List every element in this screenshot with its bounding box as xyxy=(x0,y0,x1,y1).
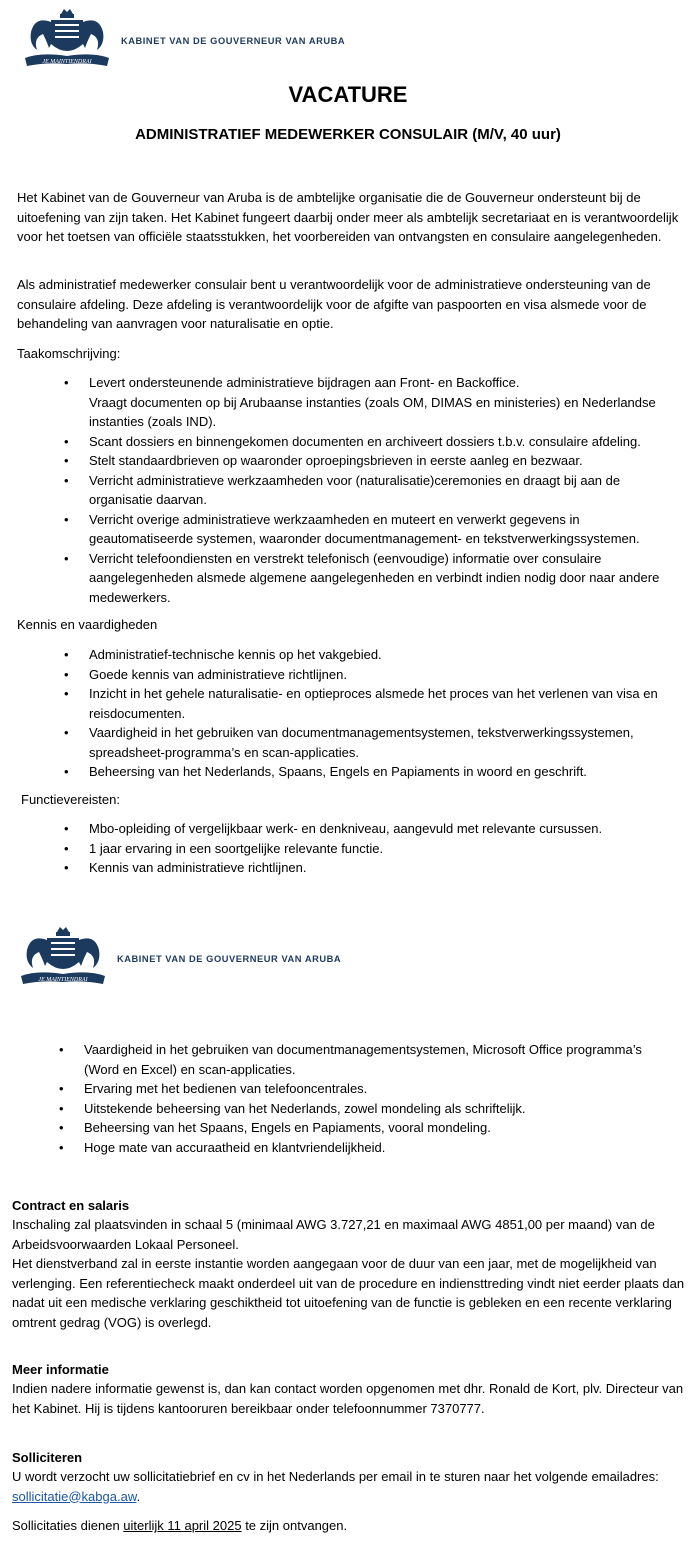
list-item: • Administratief-technische kennis op het vakgebied. xyxy=(64,645,664,665)
intro-paragraph-1: Het Kabinet van de Gouverneur van Aruba is de ambtelijke organisatie die de Gouverneur ondersteunt bij de uitoefening van zijn taken. Het Kabinet fungeert daarbij onder meer als ambtelijk secretariaat en is verantwoordelijk voor het toetsen van officiële staatsstukken, het voorbereiden van ontvangsten en consulaire aangelegenheden. xyxy=(17,190,679,244)
functievereisten-label: Functievereisten: xyxy=(21,792,120,807)
list-item: • Vaardigheid in het gebruiken van documentmanagementsystemen, Microsoft Office programma’s (Word en Excel) en scan-applicaties. xyxy=(59,1040,659,1079)
svg-text:JE MAINTIENDRAI: JE MAINTIENDRAI xyxy=(42,59,92,65)
extra-requirements-list xyxy=(59,1040,659,1157)
list-item: • Goede kennis van administratieve richtlijnen. xyxy=(64,665,664,685)
email-link[interactable]: sollicitatie@kabga.aw xyxy=(12,1488,137,1504)
organization-name: KABINET VAN DE GOUVERNEUR VAN ARUBA xyxy=(117,954,342,964)
header-logo-page-2 xyxy=(17,926,341,992)
list-item: • Hoge mate van accuraatheid en klantvriendelijkheid. xyxy=(59,1138,659,1158)
list-item: • Verricht telefoondiensten en verstrekt telefonisch (eenvoudige) informatie over consulaire aangelegenheden alsmede algemene aangelegenheden en verbindt indien nodig door naar andere medewerkers. xyxy=(64,549,664,608)
list-item: • Mbo-opleiding of vergelijkbaar werk- en denkniveau, aangevuld met relevante cursussen. xyxy=(64,819,664,839)
intro-paragraph-2: Als administratief medewerker consulair bent u verantwoordelijk voor de administratieve ondersteuning van de consulaire afdeling. Deze afdeling is verantwoordelijk voor de afgifte van paspoorten en visa alsmede voor de behandeling van aanvragen voor naturalisatie en optie. xyxy=(17,277,651,331)
solliciteren-body: U wordt verzocht uw sollicitatiebrief en cv in het Nederlands per email in te sturen naar het volgende emailadres: sollicitatie@kabga.aw. xyxy=(12,1469,659,1504)
header-logo xyxy=(21,8,345,74)
list-item: • Vaardigheid in het gebruiken van documentmanagementsystemen, tekstverwerkingssystemen, spreadsheet-programma’s en scan-applicaties. xyxy=(64,723,664,762)
info-body: Indien nadere informatie gewenst is, dan kan contact worden opgenomen met dhr. Ronald de Kort, plv. Directeur van het Kabinet. Hij is tijdens kantooruren bereikbaar onder telefoonnummer 7370777. xyxy=(12,1381,684,1416)
list-item: • Beheersing van het Nederlands, Spaans, Engels en Papiaments in woord en geschrift. xyxy=(64,762,664,782)
kennis-list xyxy=(64,645,664,782)
list-item: • 1 jaar ervaring in een soortgelijke relevante functie. xyxy=(64,839,664,859)
list-item: • Verricht overige administratieve werkzaamheden en muteert en verwerkt gegevens in geautomatiseerde systemen, waaronder documentmanagement- en tekstverwerkingssystemen. xyxy=(64,510,664,549)
list-item: • Inzicht in het gehele naturalisatie- en optieproces alsmede het proces van het verlenen van visa en reisdocumenten. xyxy=(64,684,664,723)
list-item: • Beheersing van het Spaans, Engels en Papiaments, vooral mondeling. xyxy=(59,1118,659,1138)
taakomschrijving-label: Taakomschrijving: xyxy=(17,346,121,361)
svg-text:JE MAINTIENDRAI: JE MAINTIENDRAI xyxy=(38,977,88,983)
contract-body xyxy=(12,1215,688,1332)
kennis-label: Kennis en vaardigheden xyxy=(17,617,158,632)
deadline-text: Sollicitaties dienen uiterlijk 11 april 2025 te zijn ontvangen. xyxy=(12,1518,348,1533)
coat-of-arms-icon xyxy=(17,926,109,992)
list-item: • Scant dossiers en binnengekomen documenten en archiveert dossiers t.b.v. consulaire afdeling. xyxy=(64,432,664,452)
info-heading: Meer informatie xyxy=(12,1362,109,1377)
list-item: • Verricht administratieve werkzaamheden voor (naturalisatie)ceremonies en draagt bij aan de organisatie daarvan. xyxy=(64,471,664,510)
list-item: • Ervaring met het bedienen van telefooncentrales. xyxy=(59,1079,659,1099)
job-title: ADMINISTRATIEF MEDEWERKER CONSULAIR (M/V, 40 uur) xyxy=(135,126,561,143)
list-item: • Levert ondersteunende administratieve bijdragen aan Front- en Backoffice. Vraagt documenten op bij Arubaanse instanties (zoals OM, DIMAS en ministeries) en Nederlandse instanties (zoals IND). xyxy=(64,373,664,432)
contract-line-1: Inschaling zal plaatsvinden in schaal 5 (minimaal AWG 3.727,21 en maximaal AWG 4851,00 per maand) van de Arbeidsvoorwaarden Lokaal Personeel. xyxy=(12,1217,655,1252)
functievereisten-list xyxy=(64,819,664,878)
organization-name: KABINET VAN DE GOUVERNEUR VAN ARUBA xyxy=(121,36,346,46)
deadline-date: uiterlijk 11 april 2025 xyxy=(123,1518,242,1533)
contract-heading: Contract en salaris xyxy=(12,1198,130,1213)
list-item: • Kennis van administratieve richtlijnen. xyxy=(64,858,664,878)
taakomschrijving-list xyxy=(64,373,664,607)
contract-line-2: Het dienstverband zal in eerste instantie worden aangegaan voor de duur van een jaar, met de mogelijkheid van verlenging. Een referentiecheck maakt onderdeel uit van de procedure en indiensttreding vindt niet eerder plaats dan nadat uit een medische verklaring geschiktheid tot uitoefening van de functie is gebleken en een recente verklaring omtrent gedrag (VOG) is overlegd. xyxy=(12,1256,685,1330)
coat-of-arms-icon xyxy=(21,8,113,74)
page-title: VACATURE xyxy=(288,82,408,107)
list-item: • Uitstekende beheersing van het Nederlands, zowel mondeling als schriftelijk. xyxy=(59,1099,659,1119)
solliciteren-heading: Solliciteren xyxy=(12,1450,83,1465)
list-item: • Stelt standaardbrieven op waaronder oproepingsbrieven in eerste aanleg en bezwaar. xyxy=(64,451,664,471)
